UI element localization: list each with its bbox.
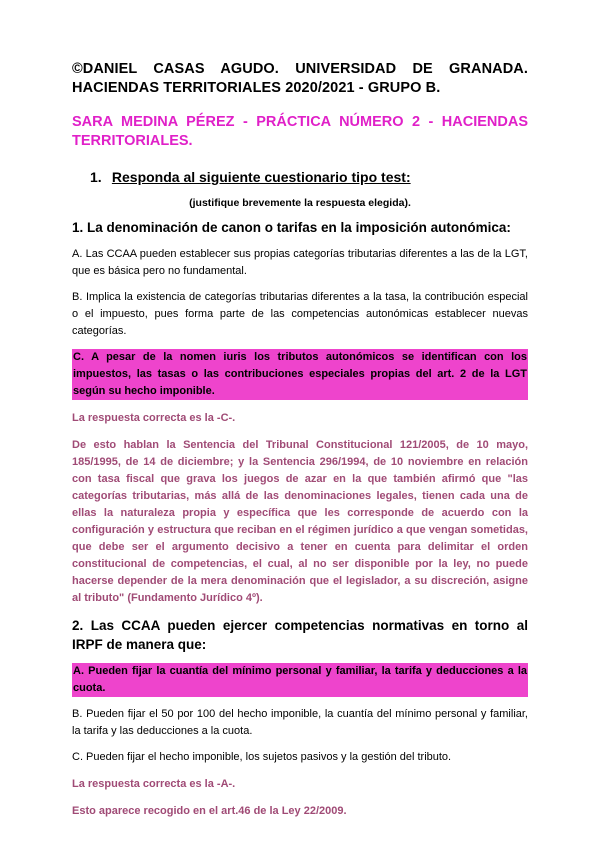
question-1-explanation: De esto hablan la Sentencia del Tribunal Constitucional 121/2005, de 10 mayo, 185/1995, de 14 de diciembre; y la Sentencia 296/1994, de 10 noviembre en relación con tasa fiscal que grava los juegos de azar en la que también afirmó que "las categorías tributarias, más allá de las denominaciones legales, tienen cada una de ellas la naturaleza propia y específica que les corresponde de acuerdo con la configuración y estructura que reciban en el régimen jurídico a que vengan sometidas, que debe ser el argumento decisivo a tener en cuenta para delimitar el orden constitucional de competencias, el cual, al no ser disponible por la ley, no puede hacerse depender de la mera denominación que el legislador, a su discreción, asigne al tributo" (Fundamento Jurídico 4º).: [72, 439, 528, 604]
section-number: 1.: [90, 169, 102, 185]
question-2-title: 2. Las CCAA pueden ejercer competencias normativas en torno al IRPF de manera que:: [72, 618, 528, 652]
question-2-option-c: C. Pueden fijar el hecho imponible, los sujetos pasivos y la gestión del tributo.: [72, 751, 452, 763]
question-2-option-a-highlighted: A. Pueden fijar la cuantía del mínimo personal y familiar, la tarifa y deducciones a la cuota.: [72, 663, 528, 697]
question-1-option-b: B. Implica la existencia de categorías tributarias diferentes a la tasa, la contribución especial o el impuesto, pues forma parte de las competencias autonómicas establecer nuevas categorías.: [72, 291, 528, 337]
question-2-correct-answer: La respuesta correcta es la -A-.: [72, 778, 236, 790]
question-1-option-a: A. Las CCAA pueden establecer sus propias categorías tributarias diferentes a las de la LGT, que es básica pero no fundamental.: [72, 248, 528, 277]
question-2-option-b: B. Pueden fijar el 50 por 100 del hecho imponible, la cuantía del mínimo personal y familiar, la tarifa y las deducciones a la cuota.: [72, 708, 528, 737]
question-1-title: 1. La denominación de canon o tarifas en la imposición autonómica:: [72, 220, 511, 235]
question-1-option-c-highlighted: C. A pesar de la nomen iuris los tributos autonómicos se identifican con los impuestos, las tasas o las contribuciones especiales propias del art. 2 de la LGT según su hecho imponible.: [72, 349, 528, 400]
question-1-correct-answer: La respuesta correcta es la -C-.: [72, 412, 236, 424]
document-header: ©DANIEL CASAS AGUDO. UNIVERSIDAD DE GRANADA. HACIENDAS TERRITORIALES 2020/2021 - GRUPO B.: [72, 61, 528, 96]
instructions: (justifique brevemente la respuesta elegida).: [189, 197, 411, 209]
author-subheader: SARA MEDINA PÉREZ - PRÁCTICA NÚMERO 2 - HACIENDAS TERRITORIALES.: [72, 114, 528, 149]
document-page: [72, 60, 528, 820]
section-title-text: Responda al siguiente cuestionario tipo test:: [111, 169, 411, 185]
section-title: [90, 169, 528, 185]
question-2-explanation: Esto aparece recogido en el art.46 de la Ley 22/2009.: [72, 805, 347, 817]
